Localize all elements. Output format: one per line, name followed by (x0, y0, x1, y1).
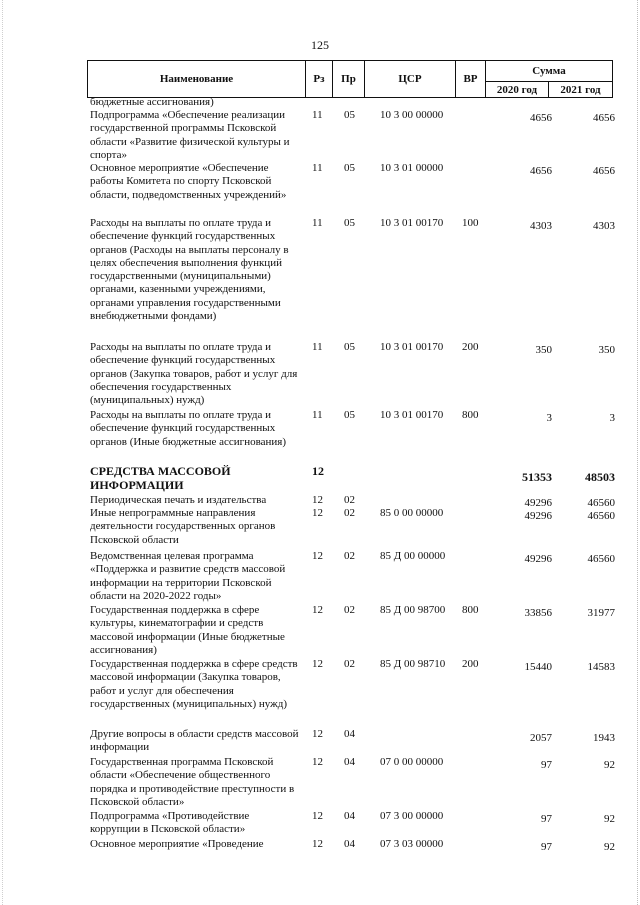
row-pr: 02 (344, 550, 355, 562)
row-rz: 12 (312, 464, 324, 478)
row-name: бюджетные ассигнования) (90, 96, 214, 108)
row-name: Другие вопросы в области средств массовой информации (90, 728, 299, 754)
row-sum-2021: 46560 (587, 553, 615, 565)
row-sum-2021: 4656 (593, 165, 615, 177)
row-sum-2020: 4656 (530, 165, 552, 177)
row-rz: 11 (312, 217, 323, 229)
row-sum-2020: 2057 (530, 732, 552, 744)
header-pr: Пр (332, 60, 365, 98)
row-csr: 10 3 01 00000 (380, 162, 444, 174)
row-sum-2021: 48503 (585, 470, 615, 484)
row-rz: 12 (312, 810, 323, 822)
row-name: Иные непрограммные направления деятельности государственных органов Псковской области (90, 507, 276, 546)
table-header (87, 60, 613, 98)
row-sum-2020: 3 (546, 412, 552, 424)
row-name: Подпрограмма «Противодействие коррупции в Псковской области» (90, 810, 250, 836)
row-pr: 05 (344, 217, 355, 229)
row-sum-2021: 92 (604, 841, 615, 853)
row-pr: 04 (344, 838, 355, 850)
row-csr: 85 Д 00 00000 (380, 550, 446, 562)
row-sum-2021: 92 (604, 813, 615, 825)
row-name: Расходы на выплаты по оплате труда и обеспечение функций государственных органов (Расходы на выплаты персоналу в целях обеспечения выполнения функций государственными (муниципальными) органами, казенными учреждениями, органами управления государственными внебюджетными фондами) (90, 217, 289, 323)
row-name: Подпрограмма «Обеспечение реализации государственной программы Псковской области «Развитие физической культуры и спорта» (90, 109, 290, 161)
row-sum-2020: 97 (541, 813, 552, 825)
row-rz: 11 (312, 341, 323, 353)
row-rz: 12 (312, 658, 323, 670)
header-year-2020: 2020 год (485, 81, 549, 98)
row-sum-2021: 1943 (593, 732, 615, 744)
row-sum-2020: 51353 (522, 470, 552, 484)
header-rz: Рз (305, 60, 333, 98)
row-sum-2020: 350 (535, 344, 552, 356)
row-rz: 12 (312, 494, 323, 506)
header-name: Наименование (87, 60, 306, 98)
row-vr: 800 (462, 409, 479, 421)
row-pr: 02 (344, 494, 355, 506)
row-pr: 04 (344, 756, 355, 768)
row-sum-2021: 350 (598, 344, 615, 356)
section-title: СРЕДСТВА МАССОВОЙ ИНФОРМАЦИИ (90, 464, 231, 492)
row-rz: 11 (312, 109, 323, 121)
row-sum-2020: 33856 (524, 607, 552, 619)
row-csr: 07 3 03 00000 (380, 838, 444, 850)
row-vr: 800 (462, 604, 479, 616)
row-csr: 10 3 01 00170 (380, 409, 444, 421)
row-csr: 07 0 00 00000 (380, 756, 444, 768)
scan-edge-right (635, 0, 638, 905)
row-sum-2021: 14583 (587, 661, 615, 673)
row-csr: 85 Д 00 98710 (380, 658, 446, 670)
row-name: Расходы на выплаты по оплате труда и обеспечение функций государственных органов (Закупка товаров, работ и услуг для обеспечения государственных (муниципальных) нужд) (90, 341, 298, 407)
row-sum-2021: 31977 (587, 607, 615, 619)
row-sum-2021: 92 (604, 759, 615, 771)
row-csr: 10 3 00 00000 (380, 109, 444, 121)
row-rz: 12 (312, 604, 323, 616)
row-pr: 05 (344, 409, 355, 421)
row-sum-2021: 3 (609, 412, 615, 424)
row-sum-2020: 4656 (530, 112, 552, 124)
row-name: Государственная программа Псковской области «Обеспечение общественного порядка и противодействие преступности в Псковской области» (90, 756, 295, 808)
row-vr: 200 (462, 658, 479, 670)
row-rz: 12 (312, 838, 323, 850)
row-pr: 05 (344, 162, 355, 174)
row-pr: 05 (344, 109, 355, 121)
row-sum-2020: 15440 (524, 661, 552, 673)
scan-edge-left (2, 0, 5, 905)
row-name: Основное мероприятие «Обеспечение работы Комитета по спорту Псковской области, подведомственных учреждений» (90, 162, 287, 201)
row-pr: 02 (344, 604, 355, 616)
row-name: Государственная поддержка в сфере средств массовой информации (Закупка товаров, работ и услуг для обеспечения государственных (муниципальных) нужд) (90, 658, 298, 710)
row-sum-2021: 4656 (593, 112, 615, 124)
row-name: Ведомственная целевая программа «Поддержка и развитие средств массовой информации на территории Псковской области на 2020-2022 годы» (90, 550, 286, 602)
row-sum-2021: 46560 (587, 497, 615, 509)
row-sum-2020: 49296 (524, 510, 552, 522)
row-sum-2020: 49296 (524, 553, 552, 565)
header-sum: Сумма (485, 60, 613, 82)
row-pr: 02 (344, 658, 355, 670)
row-csr: 10 3 01 00170 (380, 217, 444, 229)
row-rz: 12 (312, 756, 323, 768)
page-number: 125 (311, 38, 329, 52)
row-name: Государственная поддержка в сфере культуры, кинематографии и средств массовой информации (Иные бюджетные ассигнования) (90, 604, 285, 656)
row-rz: 12 (312, 550, 323, 562)
row-rz: 11 (312, 409, 323, 421)
row-pr: 05 (344, 341, 355, 353)
row-csr: 85 Д 00 98700 (380, 604, 446, 616)
header-csr: ЦСР (364, 60, 456, 98)
row-name: Расходы на выплаты по оплате труда и обеспечение функций государственных органов (Иные бюджетные ассигнования) (90, 409, 287, 448)
header-year-2021: 2021 год (548, 81, 613, 98)
row-csr: 10 3 01 00170 (380, 341, 444, 353)
row-pr: 04 (344, 728, 355, 740)
row-rz: 11 (312, 162, 323, 174)
row-sum-2021: 4303 (593, 220, 615, 232)
row-name: Основное мероприятие «Проведение (90, 838, 264, 850)
row-vr: 100 (462, 217, 479, 229)
row-vr: 200 (462, 341, 479, 353)
row-sum-2020: 97 (541, 759, 552, 771)
header-vr: ВР (455, 60, 486, 98)
row-sum-2021: 46560 (587, 510, 615, 522)
row-sum-2020: 97 (541, 841, 552, 853)
row-pr: 02 (344, 507, 355, 519)
row-rz: 12 (312, 507, 323, 519)
row-csr: 07 3 00 00000 (380, 810, 444, 822)
row-csr: 85 0 00 00000 (380, 507, 444, 519)
row-sum-2020: 49296 (524, 497, 552, 509)
row-name: Периодическая печать и издательства (90, 494, 267, 506)
row-rz: 12 (312, 728, 323, 740)
row-sum-2020: 4303 (530, 220, 552, 232)
row-pr: 04 (344, 810, 355, 822)
